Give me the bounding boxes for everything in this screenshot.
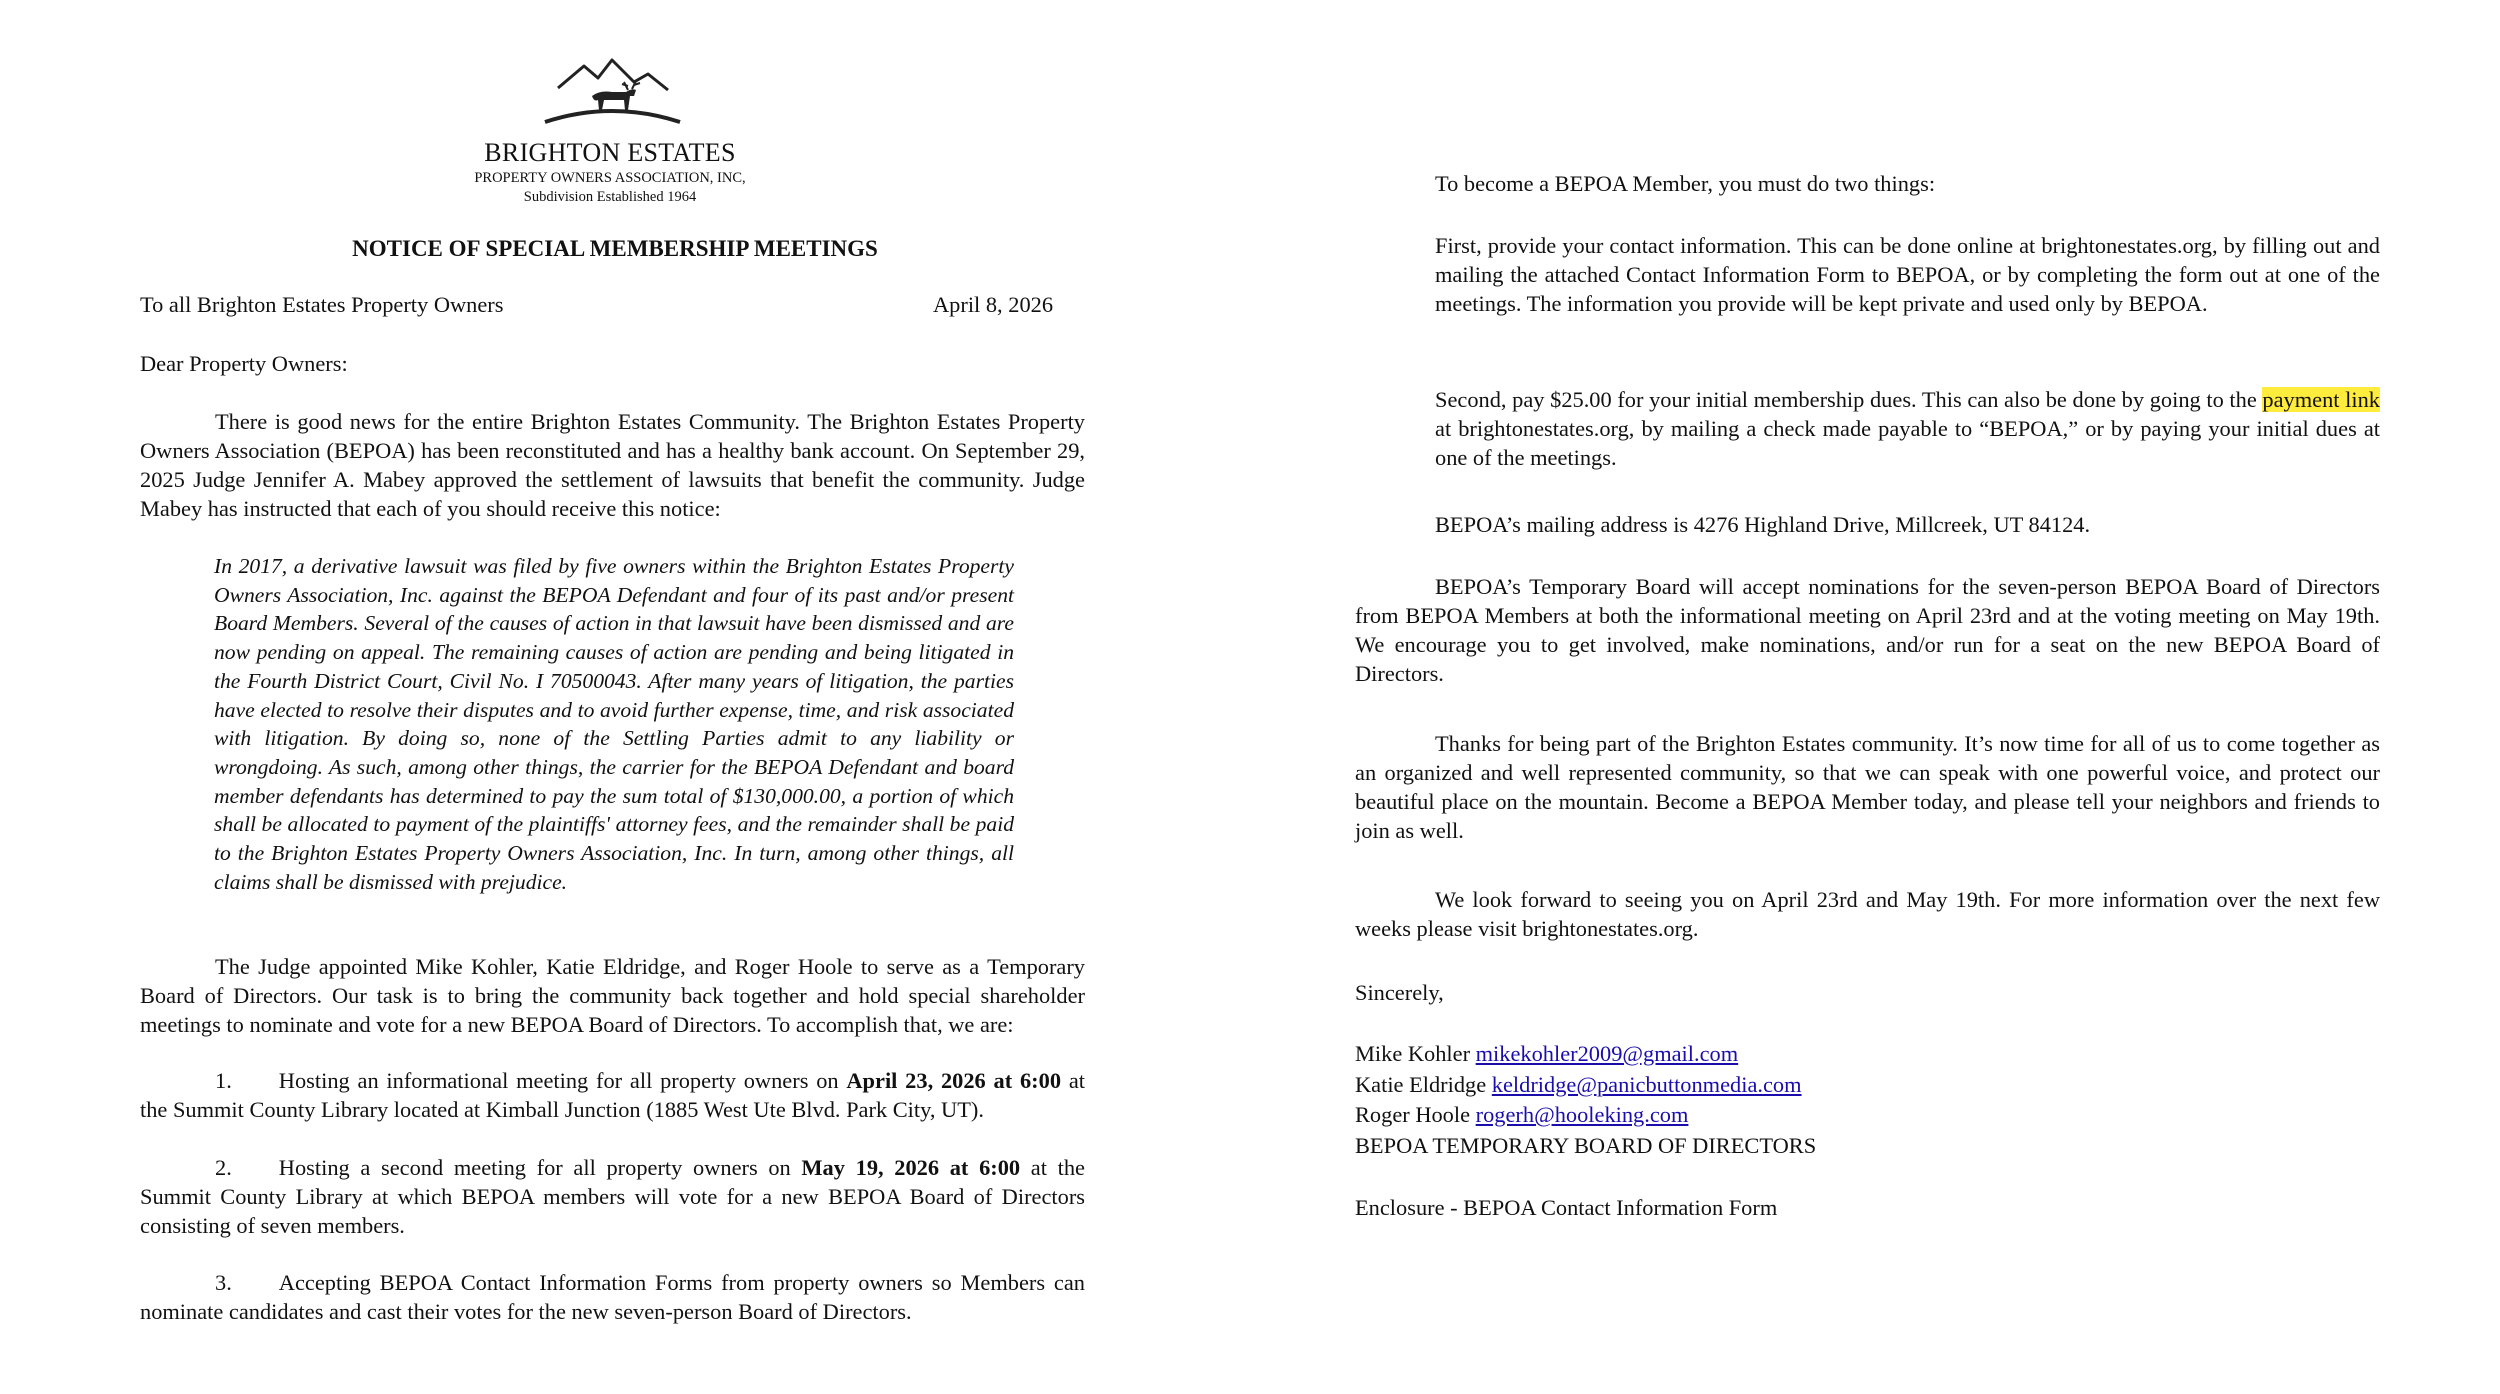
second-step-text: at brightonestates.org, by mailing a check made payable to “BEPOA,” or by paying your initial dues at one of the meetings. — [1435, 416, 2380, 470]
signer-name: Katie Eldridge — [1355, 1072, 1492, 1097]
signer-email-link[interactable]: rogerh@hooleking.com — [1475, 1102, 1689, 1127]
second-step-text: Second, pay $25.00 for your initial membership dues. This can also be done by going to the — [1435, 387, 2263, 412]
mountain-moose-logo-icon — [540, 52, 685, 124]
addressee: To all Brighton Estates Property Owners — [140, 292, 504, 317]
signer-name: Mike Kohler — [1355, 1041, 1476, 1066]
list-item-text: Hosting a second meeting for all property owners on — [278, 1155, 802, 1180]
intro-paragraph: There is good news for the entire Brighton Estates Community. The Brighton Estates Property Owners Association (BEPOA) has been reconstituted and has a healthy bank account. On September 29, 2025 Judge Jennifer A. Mabey approved the settlement of lawsuits that benefit the community. Judge Mabey has instructed that each of you should receive this notice: — [140, 409, 1085, 521]
established-line: Subdivision Established 1964 — [523, 189, 697, 205]
signer-email-link[interactable]: mikekohler2009@gmail.com — [1475, 1041, 1739, 1066]
notice-page-2 — [1250, 0, 2500, 1394]
first-step-paragraph: First, provide your contact information. This can be done online at brightonestates.org, by filling out and mailing the attached Contact Information Form to BEPOA, or by completing the form out at one of the meetings. The information you provide will be kept private and used only by BEPOA. — [1435, 233, 2380, 316]
signer-name: Roger Hoole — [1355, 1102, 1476, 1127]
notice-page-1 — [0, 0, 1240, 1394]
letter-date: April 8, 2026 — [933, 292, 1054, 317]
board-paragraph: The Judge appointed Mike Kohler, Katie Eldridge, and Roger Hoole to serve as a Temporary Board of Directors. Our task is to bring the community back together and hold special shareholder meetings to nominate and vote for a new BEPOA Board of Directors. To accomplish that, we are: — [140, 954, 1085, 1037]
nominations-paragraph: BEPOA’s Temporary Board will accept nominations for the seven-person BEPOA Board of Directors from BEPOA Members at both the informational meeting on April 23rd and at the voting meeting on May 19th. We encourage you to get involved, make nominations, and/or run for a seat on the new BEPOA Board of Directors. — [1355, 574, 2380, 686]
org-name: BRIGHTON ESTATES — [484, 138, 736, 167]
meeting-date-1: April 23, 2026 at 6:00 — [846, 1068, 1062, 1093]
list-item-number: 2. — [215, 1155, 232, 1180]
list-item-text: at the Summit County Library at which BEPOA members will vote for a new BEPOA Board of Directors consisting of seven members. — [140, 1155, 1085, 1238]
second-step-paragraph — [1435, 385, 2380, 472]
enclosure-note: Enclosure - BEPOA Contact Information Form — [1355, 1195, 1778, 1220]
signer-line — [1355, 1102, 1688, 1128]
payment-link[interactable]: payment link — [2262, 387, 2380, 412]
list-item-text: Hosting an informational meeting for all property owners on — [278, 1068, 847, 1093]
list-item-number: 1. — [215, 1068, 232, 1093]
signer-email-link[interactable]: keldridge@panicbuttonmedia.com — [1491, 1072, 1802, 1097]
list-item — [140, 1066, 1085, 1124]
closing-salutation: Sincerely, — [1355, 980, 1444, 1005]
signer-line — [1355, 1041, 1738, 1067]
salutation: Dear Property Owners: — [140, 351, 348, 376]
meeting-date-2: May 19, 2026 at 6:00 — [801, 1155, 1021, 1180]
court-quote: In 2017, a derivative lawsuit was filed by five owners within the Brighton Estates Property Owners Association, Inc. against the BEPOA Defendant and four of its past and/or present Board Members. Several of the causes of action in that lawsuit have been dismissed and are now pending on appeal. The remaining causes of action are pending and being litigated in the Fourth District Court, Civil No. I 70500043. After many years of litigation, the parties have elected to resolve their disputes and to avoid further expense, time, and risk associated with litigation. By doing so, none of the Settling Parties admit to any liability or wrongdoing. As such, among other things, the carrier for the BEPOA Defendant and board member defendants has determined to pay the sum total of $130,000.00, a portion of which shall be allocated to payment of the plaintiffs' attorney fees, and the remainder shall be paid to the Brighton Estates Property Owners Association, Inc. In turn, among other things, all claims shall be dismissed with prejudice. — [214, 554, 1014, 894]
list-item — [140, 1153, 1085, 1240]
mailing-address: BEPOA’s mailing address is 4276 Highland Drive, Millcreek, UT 84124. — [1435, 512, 2091, 537]
membership-intro: To become a BEPOA Member, you must do two things: — [1435, 171, 1936, 196]
board-title: BEPOA TEMPORARY BOARD OF DIRECTORS — [1355, 1133, 1817, 1158]
list-item-text: at the Summit County Library located at Kimball Junction (1885 West Ute Blvd. Park City, UT). — [140, 1068, 1085, 1122]
org-subtitle: PROPERTY OWNERS ASSOCIATION, INC, — [474, 170, 746, 186]
notice-title: NOTICE OF SPECIAL MEMBERSHIP MEETINGS — [352, 236, 878, 261]
list-item — [140, 1268, 1085, 1326]
thanks-paragraph: Thanks for being part of the Brighton Estates community. It’s now time for all of us to come together as an organized and well represented community, so that we can speak with one powerful voice, and protect our beautiful place on the mountain. Become a BEPOA Member today, and please tell your neighbors and friends to join as well. — [1355, 731, 2380, 843]
closing-paragraph: We look forward to seeing you on April 23rd and May 19th. For more information over the next few weeks please visit brightonestates.org. — [1355, 887, 2380, 941]
list-item-number: 3. — [215, 1270, 232, 1295]
signer-line — [1355, 1072, 1802, 1098]
list-item-text: Accepting BEPOA Contact Information Forms from property owners so Members can nominate candidates and cast their votes for the new seven-person Board of Directors. — [140, 1270, 1085, 1324]
